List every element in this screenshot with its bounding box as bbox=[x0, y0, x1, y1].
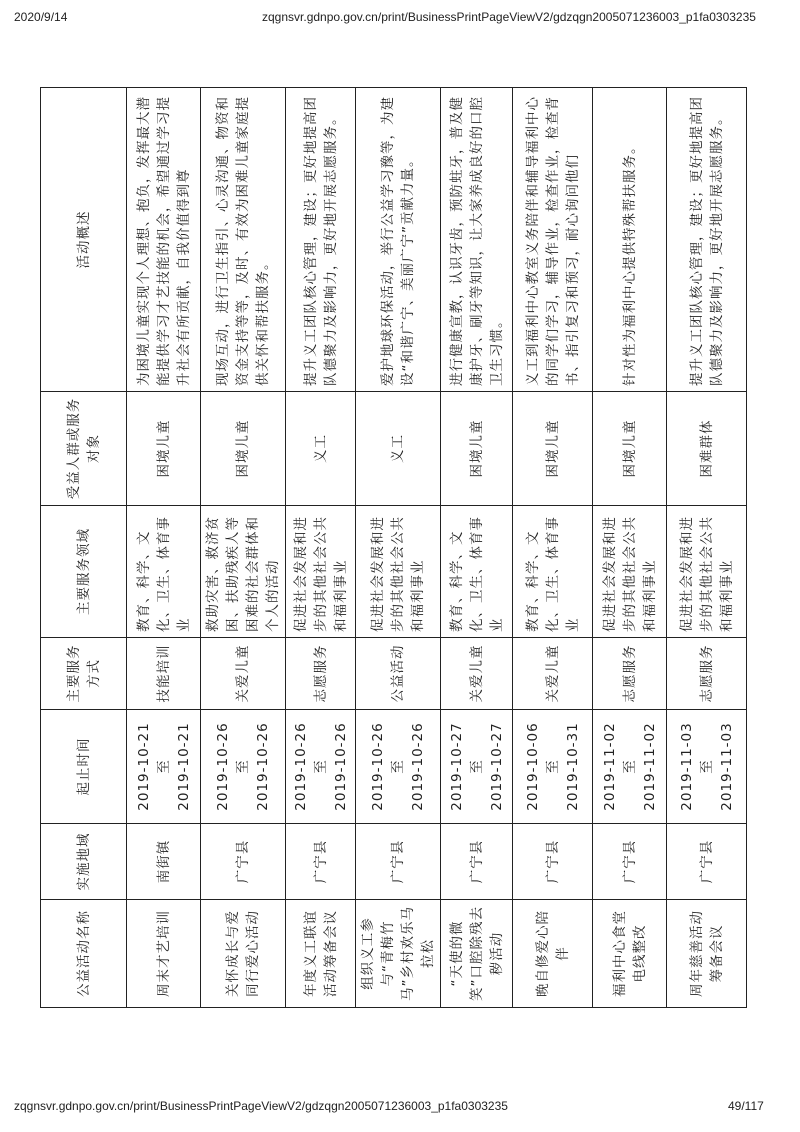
activity-region: 广宁县 bbox=[593, 824, 667, 900]
start-date: 2019-11-03 bbox=[678, 722, 695, 811]
table-row bbox=[286, 88, 356, 1008]
activity-name: 福利中心食堂电线整改 bbox=[593, 900, 667, 1008]
service-method: 志愿服务 bbox=[286, 638, 356, 710]
service-field: 促进社会发展和进步的其他社会公共和福利事业 bbox=[286, 506, 356, 638]
date-separator: 至 bbox=[312, 759, 329, 774]
activity-summary: 提升义工团队核心管理，建设；更好地提高团队德聚力及影响力，更好地开展志愿服务。 bbox=[667, 88, 747, 392]
beneficiary: 困境儿童 bbox=[127, 392, 201, 506]
activity-name: 关怀成长与爱同行爱心活动 bbox=[201, 900, 286, 1008]
column-header-summary: 活动概述 bbox=[41, 88, 127, 392]
start-date: 2019-11-02 bbox=[601, 722, 618, 811]
end-date: 2019-11-02 bbox=[641, 722, 658, 811]
service-field: 教育、科学、文化、卫生、体育事业 bbox=[513, 506, 593, 638]
activity-period bbox=[286, 710, 356, 824]
beneficiary: 困境儿童 bbox=[593, 392, 667, 506]
column-header-period: 起止时间 bbox=[41, 710, 127, 824]
activity-region: 广宁县 bbox=[441, 824, 513, 900]
service-method: 技能培训 bbox=[127, 638, 201, 710]
page-number: 49/117 bbox=[728, 1099, 764, 1113]
activity-summary: 进行健康宣教，认识牙齿，预防蛀牙，普及健康护牙、刷牙等知识，让大家养成良好的口腔卫生习惯。 bbox=[441, 88, 513, 392]
activity-name: “天使的微笑”口腔除残去秽活动 bbox=[441, 900, 513, 1008]
date-separator: 至 bbox=[544, 759, 561, 774]
start-date: 2019-10-21 bbox=[135, 722, 152, 811]
table-header-row bbox=[41, 88, 127, 1008]
start-date: 2019-10-26 bbox=[292, 722, 309, 811]
activity-region: 广宁县 bbox=[286, 824, 356, 900]
activity-region: 南街镇 bbox=[127, 824, 201, 900]
service-method: 志愿服务 bbox=[667, 638, 747, 710]
table-row bbox=[513, 88, 593, 1008]
date-separator: 至 bbox=[235, 759, 251, 774]
activity-region: 广宁县 bbox=[201, 824, 286, 900]
end-date: 2019-10-26 bbox=[255, 722, 271, 811]
print-url: zqgnsvr.gdnpo.gov.cn/print/BusinessPrintPageViewV2/gdzqgn2005071236003_p1fa0303235 bbox=[262, 10, 756, 24]
activity-region: 广宁县 bbox=[667, 824, 747, 900]
table-row bbox=[593, 88, 667, 1008]
end-date: 2019-10-31 bbox=[564, 722, 581, 811]
activity-summary: 现场互动，进行卫生指引、心灵沟通、物资和资金支持等等，及时、有效为困难儿童家庭提供关怀和帮扶服务。 bbox=[201, 88, 286, 392]
date-separator: 至 bbox=[155, 759, 172, 774]
print-date: 2020/9/14 bbox=[14, 10, 68, 24]
beneficiary: 困境儿童 bbox=[513, 392, 593, 506]
activity-period bbox=[201, 710, 286, 824]
service-field: 促进社会发展和进步的其他社会公共和福利事业 bbox=[593, 506, 667, 638]
service-method: 公益活动 bbox=[356, 638, 441, 710]
end-date: 2019-10-26 bbox=[332, 722, 349, 811]
beneficiary: 困境儿童 bbox=[441, 392, 513, 506]
beneficiary: 困难群体 bbox=[667, 392, 747, 506]
activity-summary: 针对性为福利中心提供特殊帮扶服务。 bbox=[593, 88, 667, 392]
activity-period bbox=[127, 710, 201, 824]
start-date: 2019-10-26 bbox=[215, 722, 231, 811]
beneficiary: 困境儿童 bbox=[201, 392, 286, 506]
column-header-name: 公益活动名称 bbox=[41, 900, 127, 1008]
service-method: 关爱儿童 bbox=[201, 638, 286, 710]
date-separator: 至 bbox=[390, 759, 406, 774]
start-date: 2019-10-26 bbox=[370, 722, 386, 811]
service-method: 关爱儿童 bbox=[441, 638, 513, 710]
table-row bbox=[441, 88, 513, 1008]
table-row bbox=[356, 88, 441, 1008]
activity-summary: 为困境儿童实现个人理想、抱负，发挥最大潜能提供学习才艺技能的机会，希望通过学习提升社会有所贡献，自我价值得到尊 bbox=[127, 88, 201, 392]
activity-name: 周年慈善活动筹备会议 bbox=[667, 900, 747, 1008]
table-row bbox=[127, 88, 201, 1008]
service-method: 志愿服务 bbox=[593, 638, 667, 710]
service-field: 教育、科学、文化、卫生、体育事业 bbox=[127, 506, 201, 638]
activity-period bbox=[667, 710, 747, 824]
table-row bbox=[201, 88, 286, 1008]
activity-region: 广宁县 bbox=[513, 824, 593, 900]
activity-period bbox=[513, 710, 593, 824]
service-field: 教育、科学、文化、卫生、体育事业 bbox=[441, 506, 513, 638]
activity-name: 晚自修爱心陪伴 bbox=[513, 900, 593, 1008]
activity-name: 周末才艺培训 bbox=[127, 900, 201, 1008]
rotated-table-frame bbox=[40, 88, 735, 1008]
start-date: 2019-10-27 bbox=[448, 722, 465, 811]
service-method: 关爱儿童 bbox=[513, 638, 593, 710]
end-date: 2019-10-27 bbox=[488, 722, 505, 811]
activity-name: 组织义工参与“青梅竹马”乡村欢乐马拉松 bbox=[356, 900, 441, 1008]
beneficiary: 义工 bbox=[356, 392, 441, 506]
column-header-field: 主要服务领域 bbox=[41, 506, 127, 638]
end-date: 2019-10-26 bbox=[410, 722, 426, 811]
activity-region: 广宁县 bbox=[356, 824, 441, 900]
column-header-beneficiary: 受益人群或服务对象 bbox=[41, 392, 127, 506]
start-date: 2019-10-06 bbox=[524, 722, 541, 811]
activity-table bbox=[40, 87, 747, 1008]
service-field: 促进社会发展和进步的其他社会公共和福利事业 bbox=[356, 506, 441, 638]
footer-url: zqgnsvr.gdnpo.gov.cn/print/BusinessPrintPageViewV2/gdzqgn2005071236003_p1fa0303235 bbox=[14, 1099, 508, 1113]
activity-period bbox=[593, 710, 667, 824]
date-separator: 至 bbox=[621, 759, 638, 774]
activity-period bbox=[441, 710, 513, 824]
activity-period bbox=[356, 710, 441, 824]
activity-name: 年度义工联谊活动筹备会议 bbox=[286, 900, 356, 1008]
service-field: 救助灾害、救济贫困、扶助残疾人等困难的社会群体和个人的活动 bbox=[201, 506, 286, 638]
activity-summary: 义工到福利中心教室义务陪伴和辅导福利中心的同学们学习，辅导作业，检查作业，检查背书、指引复习和预习，耐心询问他们 bbox=[513, 88, 593, 392]
service-field: 促进社会发展和进步的其他社会公共和福利事业 bbox=[667, 506, 747, 638]
activity-summary: 提升义工团队核心管理，建设；更好地提高团队德聚力及影响力，更好地开展志愿服务。 bbox=[286, 88, 356, 392]
beneficiary: 义工 bbox=[286, 392, 356, 506]
date-separator: 至 bbox=[698, 759, 715, 774]
table-row bbox=[667, 88, 747, 1008]
end-date: 2019-10-21 bbox=[175, 722, 192, 811]
date-separator: 至 bbox=[468, 759, 485, 774]
column-header-method: 主要服务方式 bbox=[41, 638, 127, 710]
column-header-region: 实施地域 bbox=[41, 824, 127, 900]
activity-summary: 爱护地球环保活动，举行公益学习豫等，为建设“和谐广宁、美丽广宁”贡献力量。 bbox=[356, 88, 441, 392]
end-date: 2019-11-03 bbox=[718, 722, 735, 811]
